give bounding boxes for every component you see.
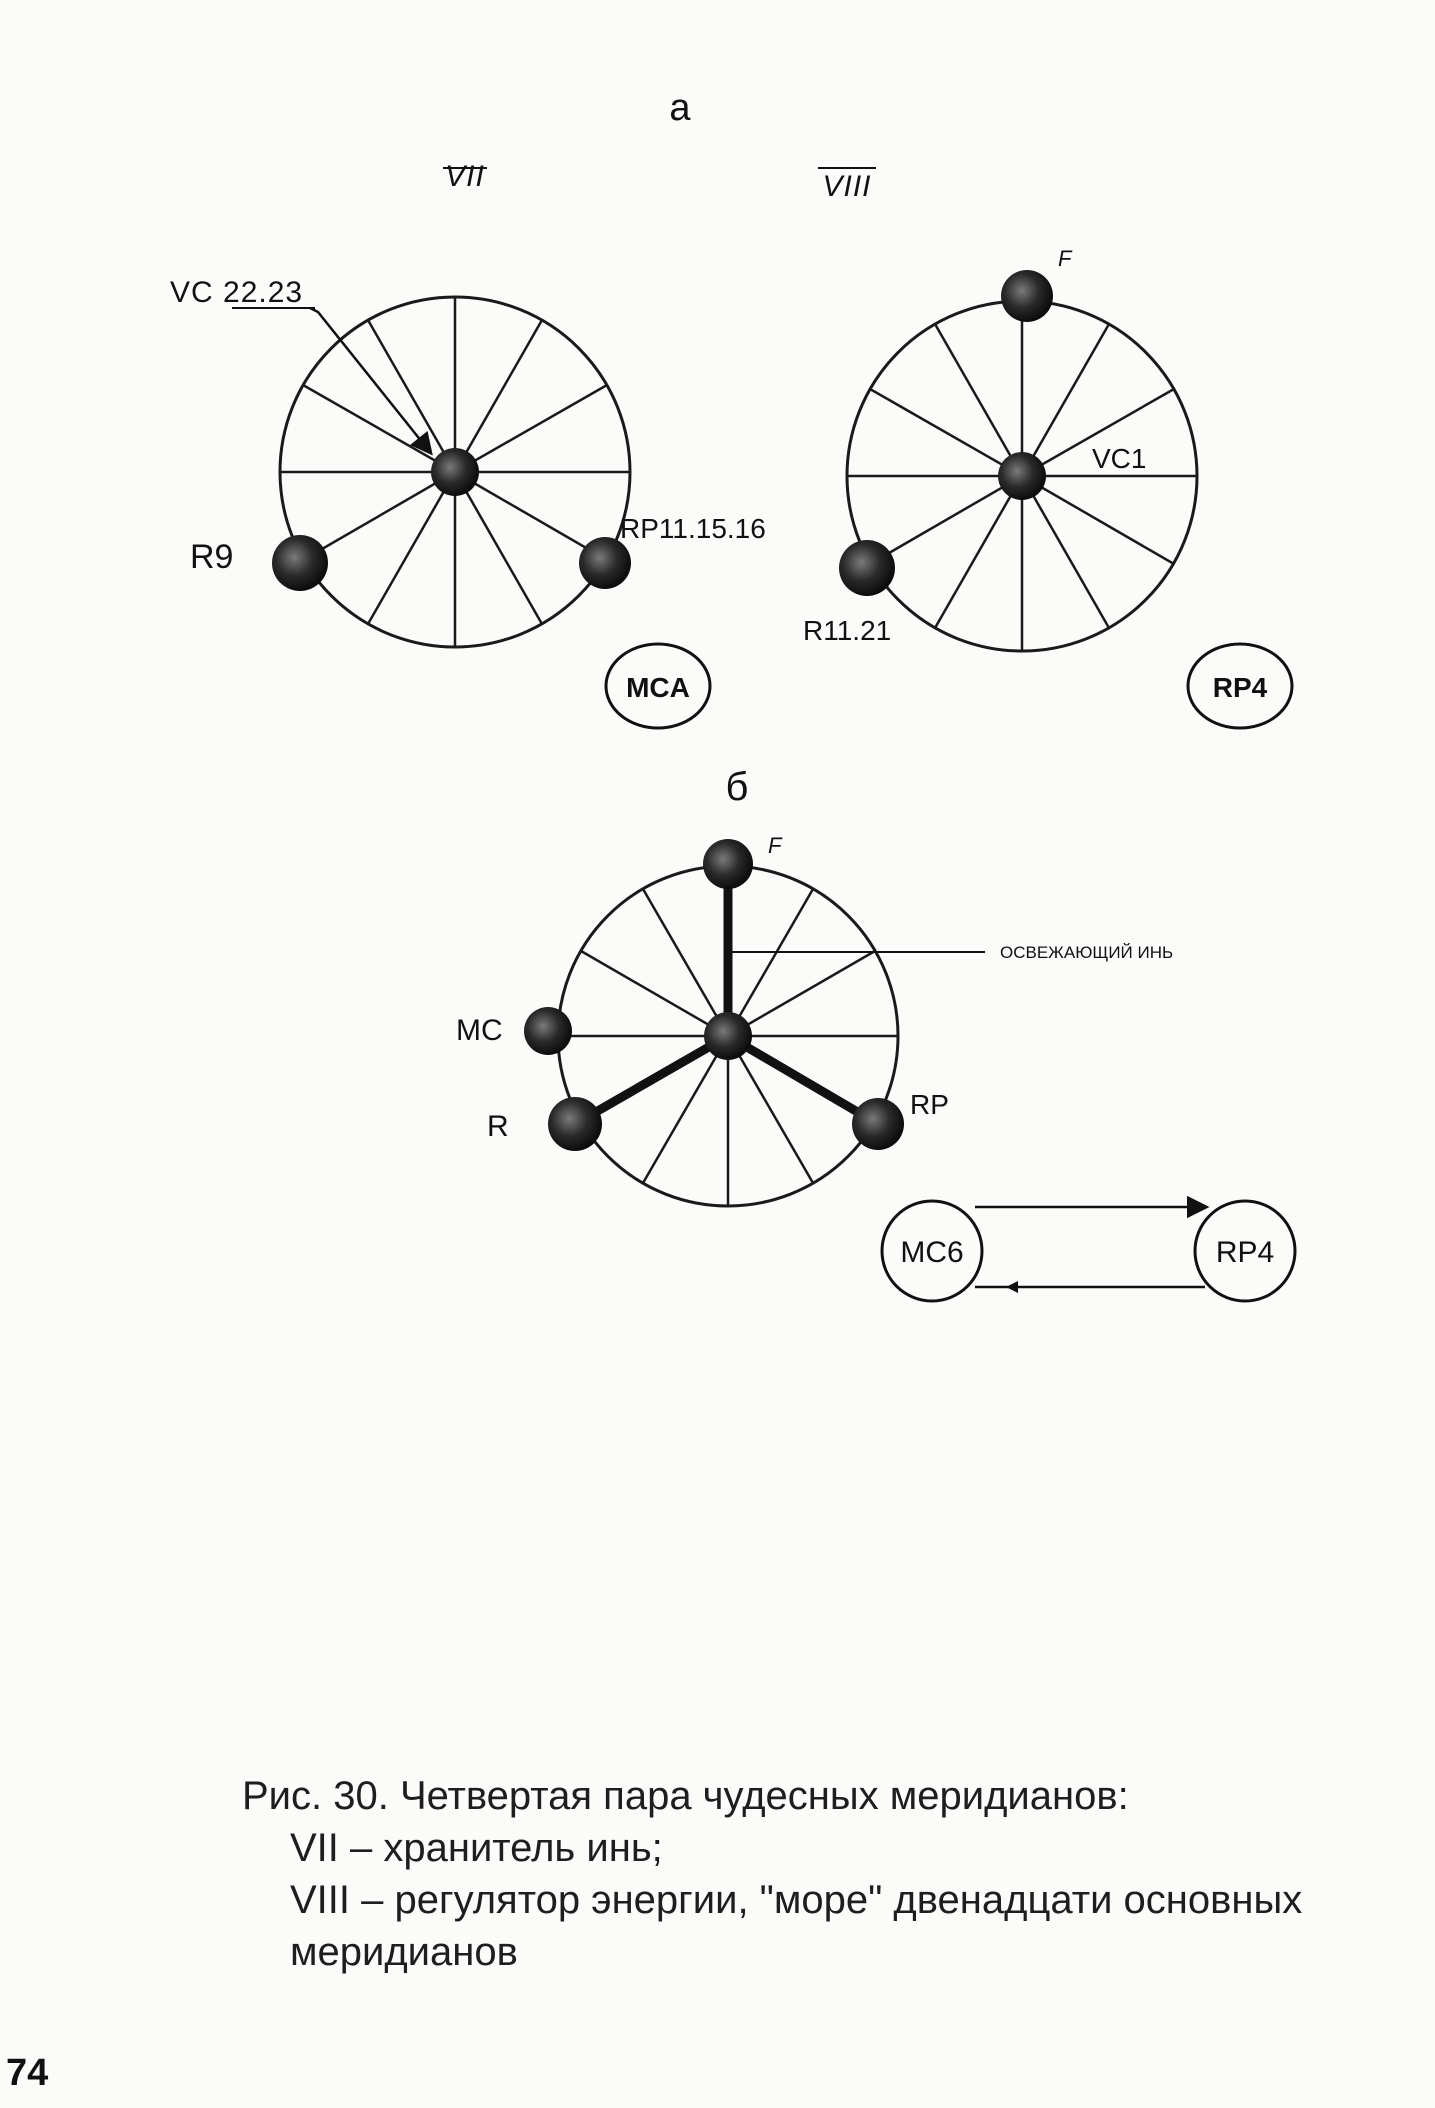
wheel-b-left-lower-node xyxy=(548,1097,602,1151)
page-number: 74 xyxy=(6,2052,49,2094)
pair-left-label: MC6 xyxy=(900,1236,964,1269)
pair-diagram xyxy=(882,1201,1295,1301)
wheel-b-center-node xyxy=(704,1012,752,1060)
caption-line-1: Рис. 30. Четвертая пара чудесных меридианов: xyxy=(242,1774,1129,1818)
wheel-b-left-lower-label: R xyxy=(487,1110,509,1143)
wheel-viii-top-label: F xyxy=(1058,246,1072,271)
wheel-viii xyxy=(803,168,1292,728)
wheel-vii-heading: VII xyxy=(445,160,485,193)
wheel-viii-left-label: R11.21 xyxy=(803,615,892,646)
wheel-b-right-node xyxy=(852,1098,904,1150)
wheel-vii-left-node xyxy=(272,535,328,591)
wheel-vii-left-label: R9 xyxy=(190,538,234,576)
wheel-viii-top-node xyxy=(1001,270,1053,322)
wheel-b-top-label: F xyxy=(768,833,782,858)
wheel-b-top-node xyxy=(703,839,753,889)
pair-right-label: RP4 xyxy=(1215,1236,1275,1269)
wheel-b-left-upper-node xyxy=(524,1007,572,1055)
vc-arrow xyxy=(310,308,430,452)
wheel-b-right-label: RP xyxy=(910,1089,949,1120)
pair-arrow-left-head xyxy=(1006,1281,1018,1293)
panel-a-label: а xyxy=(669,87,691,129)
wheel-b-left-upper-label: MC xyxy=(456,1014,503,1047)
wheel-viii-center-node xyxy=(998,452,1046,500)
wheel-viii-left-node xyxy=(839,540,895,596)
wheel-viii-heading: VIII xyxy=(822,170,872,203)
wheel-vii xyxy=(170,160,766,728)
wheel-vii-center-node xyxy=(431,448,479,496)
figure-caption xyxy=(242,1770,1392,1978)
vc-arrow-label: VC 22.23 xyxy=(170,276,304,309)
wheel-b xyxy=(456,833,1173,1206)
caption-line-3: VIII – регулятор энергии, "море" двенадцати основных xyxy=(290,1878,1303,1922)
caption-line-2: VII – хранитель инь; xyxy=(290,1826,663,1870)
wheel-vii-tag: MCA xyxy=(626,672,690,703)
wheel-viii-spoke-label: VC1 xyxy=(1092,443,1147,474)
wheel-viii-tag: RP4 xyxy=(1212,672,1268,703)
wheel-b-line-label: ОСВЕЖАЮЩИЙ ИНЬ xyxy=(1000,943,1174,962)
wheel-vii-right-node xyxy=(579,537,631,589)
caption-line-4: меридианов xyxy=(290,1930,518,1974)
wheel-vii-right-label: RP11.15.16 xyxy=(620,513,766,544)
panel-b-label: б xyxy=(725,765,749,809)
